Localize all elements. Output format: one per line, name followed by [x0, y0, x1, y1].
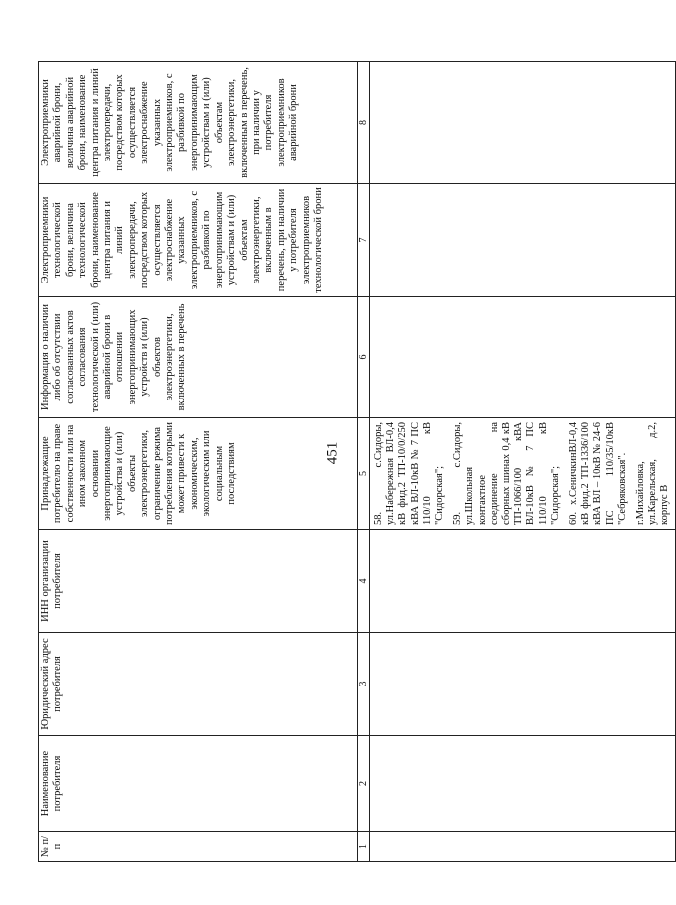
- inn-cell: [370, 530, 676, 633]
- consumer-name-cell: [370, 736, 676, 832]
- row-number-cell: [370, 832, 676, 862]
- consumer-table-container: [38, 62, 671, 862]
- emergency-reserve-cell: [370, 62, 676, 184]
- column-number: 2: [358, 736, 370, 832]
- header-power-devices: Принадлежащие потребителю на праве собственности или на ином законном основании энергопринимающие устройства и (или) объекты электроэнергетики, ограничение режима потребления которыми может привести к экономическим, экологическим или социальным последствиям: [39, 418, 358, 530]
- power-object-entry: г.Михайловка, ул.Карельская, д.2, корпус В: [635, 422, 671, 525]
- agreement-info-cell: [370, 297, 676, 418]
- power-object-entry: 58. с.Сидоры, ул.Набережная ВЛ-0,4 кВ фид.2 ТП-10/0/250 кВА ВЛ-10кВ № 7 ПС 110/10 кВ "Сидорская";: [373, 422, 446, 525]
- header-row-number: № п/п: [39, 832, 358, 862]
- header-inn: ИНН организации потребителя: [39, 530, 358, 633]
- table-row: [370, 62, 676, 862]
- page-number: 451: [324, 441, 341, 465]
- column-number: 3: [358, 633, 370, 736]
- column-number: 8: [358, 62, 370, 184]
- column-number: 7: [358, 184, 370, 297]
- column-number: 1: [358, 832, 370, 862]
- header-legal-address: Юридический адрес потребителя: [39, 633, 358, 736]
- column-number: 5: [358, 418, 370, 530]
- consumer-table: [38, 61, 676, 862]
- column-numbers-row: [358, 62, 370, 862]
- header-agreement-info: Информация о наличии либо об отсутствии согласованных актов согласования технологической и (или) аварийной брони в отношении энергопринимающих устройств и (или) объектов электроэнергетики, включенных в перечень: [39, 297, 358, 418]
- column-number: 4: [358, 530, 370, 633]
- power-object-entry: 60. х.СеничкинВЛ-0,4 кВ фид.2 ТП-1336/100 кВА ВЛ – 10кВ № 24-6 ПС 110/35/10кВ "Себряковская".: [568, 422, 628, 525]
- header-row: [39, 62, 358, 862]
- header-consumer-name: Наименование потребителя: [39, 736, 358, 832]
- header-emergency-reserve: Электроприемники аварийной брони, величина аварийной брони, наименование центра питания и линий электропередачи, посредством которых осуществляется электроснабжение указанных электроприемников, с разбивкой по энергопринимающим устройствам и (или) объектам электроэнергетики, включенным в перечень, при наличии у потребителя электроприемников аварийной брони: [39, 62, 358, 184]
- technological-reserve-cell: [370, 184, 676, 297]
- power-devices-cell: [370, 418, 676, 530]
- legal-address-cell: [370, 633, 676, 736]
- column-number: 6: [358, 297, 370, 418]
- power-object-entry: 59. с.Сидоры, ул.Школьная контактное соединение на сборных шинах 0,4 кВ ТП-1066/100 кВА ВЛ-10кВ № 7 ПС 110/10 кВ "Сидорская";: [452, 422, 561, 525]
- header-technological-reserve: Электроприемники технологической брони, величина технологической брони, наименование центра питания и линий электропередачи, посредством которых осуществляется электроснабжение указанных электроприемников, с разбивкой по энергопринимающим устройствам и (или) объектам электроэнергетики, включенным в перечень, при наличии у потребителя электроприемников технологической брони: [39, 184, 358, 297]
